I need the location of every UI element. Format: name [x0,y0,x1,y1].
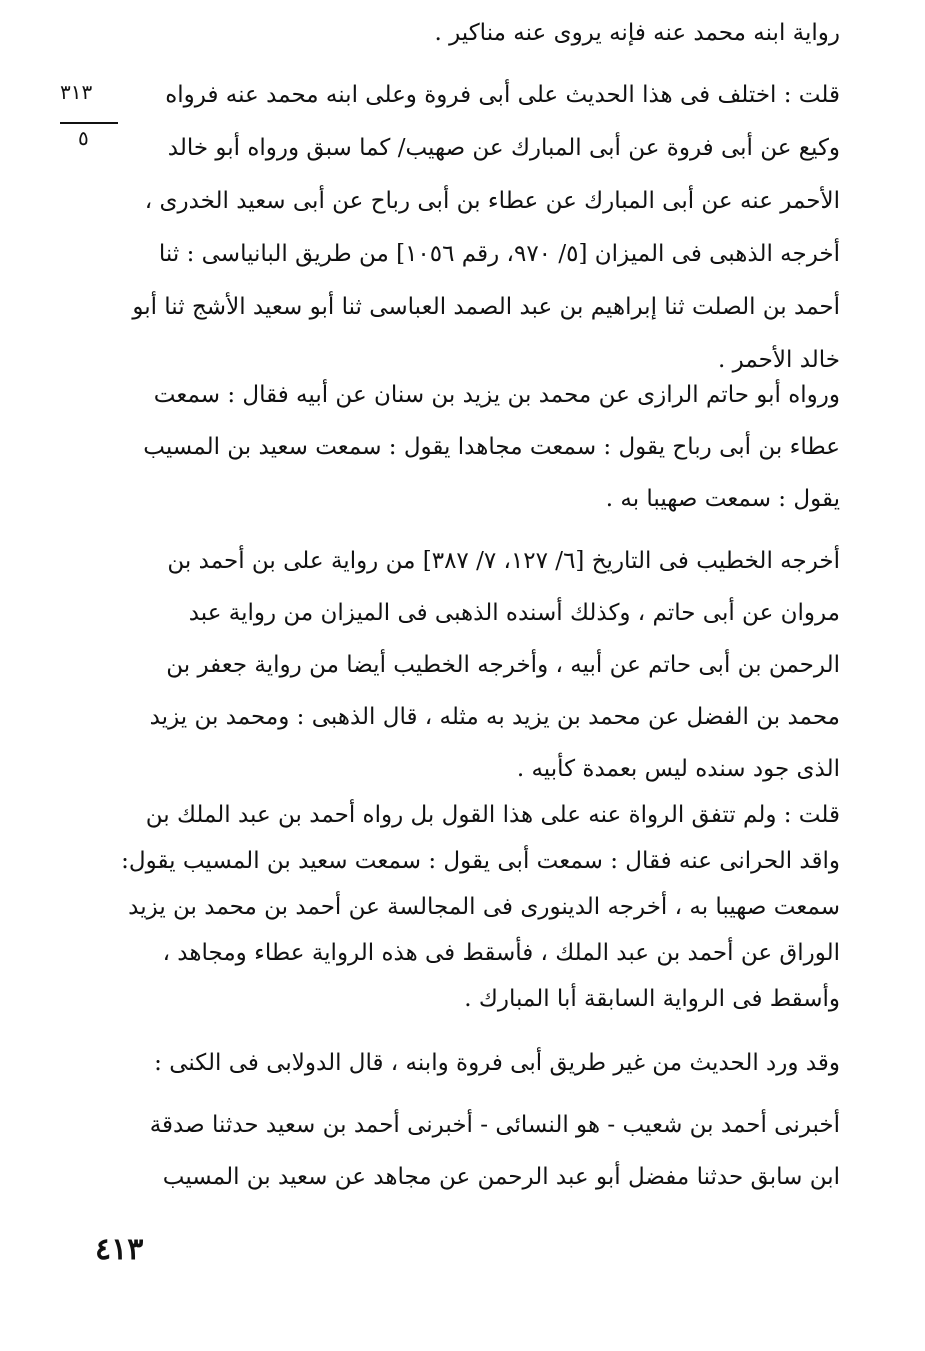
margin-line-marker: ٥ [78,126,89,150]
paragraph [100,546,840,784]
text-line: سمعت صهيبا به ، أخرجه الدينورى فى المجالسة عن أحمد بن محمد بن يزيد [128,894,840,920]
text-line: الرحمن بن أبى حاتم عن أبيه ، وأخرجه الخطيب أيضا من رواية جعفر بن [166,652,840,678]
text-line: أخرجه الخطيب فى التاريخ [٦/ ١٢٧، ٧/ ٣٨٧] من رواية على بن أحمد بن [167,548,840,574]
paragraph [100,800,840,1014]
text-line: وكيع عن أبى فروة عن أبى المبارك عن صهيب/ كما سبق ورواه أبو خالد [167,135,840,161]
text-line: رواية ابنه محمد عنه فإنه يروى عنه مناكير . [434,20,840,46]
text-line: يقول : سمعت صهيبا به . [605,486,840,512]
text-line: ابن سابق حدثنا مفضل أبو عبد الرحمن عن مجاهد عن سعيد بن المسيب [162,1164,840,1190]
text-line: مروان عن أبى حاتم ، وكذلك أسنده الذهبى فى الميزان من رواية عبد [188,600,840,626]
text-line: واقد الحرانى عنه فقال : سمعت أبى يقول : سمعت سعيد بن المسيب يقول: [121,848,840,874]
text-line: الوراق عن أحمد بن عبد الملك ، فأسقط فى هذه الرواية عطاء ومجاهد ، [162,940,840,966]
text-line: قلت : ولم تتفق الرواة عنه على هذا القول بل رواه أحمد بن عبد الملك بن [145,802,840,828]
text-line: أخبرنى أحمد بن شعيب - هو النسائى - أخبرنى أحمد بن سعيد حدثنا صدقة [149,1112,840,1138]
paragraph [100,18,840,48]
text-line: ورواه أبو حاتم الرازى عن محمد بن يزيد بن سنان عن أبيه فقال : سمعت [153,382,840,408]
text-line: الذى جود سنده ليس بعمدة كأبيه . [516,756,840,782]
text-line: وأسقط فى الرواية السابقة أبا المبارك . [464,986,840,1012]
text-line: أخرجه الذهبى فى الميزان [٥/ ٩٧٠، رقم ١٠٥٦] من طريق البانياسى : ثنا [158,241,840,267]
paragraph [100,1110,840,1192]
text-line: محمد بن الفضل عن محمد بن يزيد به مثله ، قال الذهبى : ومحمد بن يزيد [149,704,840,730]
text-line: وقد ورد الحديث من غير طريق أبى فروة وابنه ، قال الدولابى فى الكنى : [154,1050,840,1076]
text-line: خالد الأحمر . [718,347,840,373]
paragraph [100,1048,840,1078]
page-number: ٤١٣ [95,1232,144,1267]
margin-folio-ref: ٣١٣ [60,80,93,104]
text-line: عطاء بن أبى رباح يقول : سمعت مجاهدا يقول : سمعت سعيد بن المسيب [143,434,840,460]
paragraph [100,380,840,514]
paragraph [100,80,840,375]
text-line: قلت : اختلف فى هذا الحديث على أبى فروة وعلى ابنه محمد عنه فرواه [165,82,840,108]
text-line: أحمد بن الصلت ثنا إبراهيم بن عبد الصمد العباسى ثنا أبو سعيد الأشج ثنا أبو [132,294,840,320]
text-line: الأحمر عنه عن أبى المبارك عن عطاء بن أبى رباح عن أبى سعيد الخدرى ، [144,188,840,214]
